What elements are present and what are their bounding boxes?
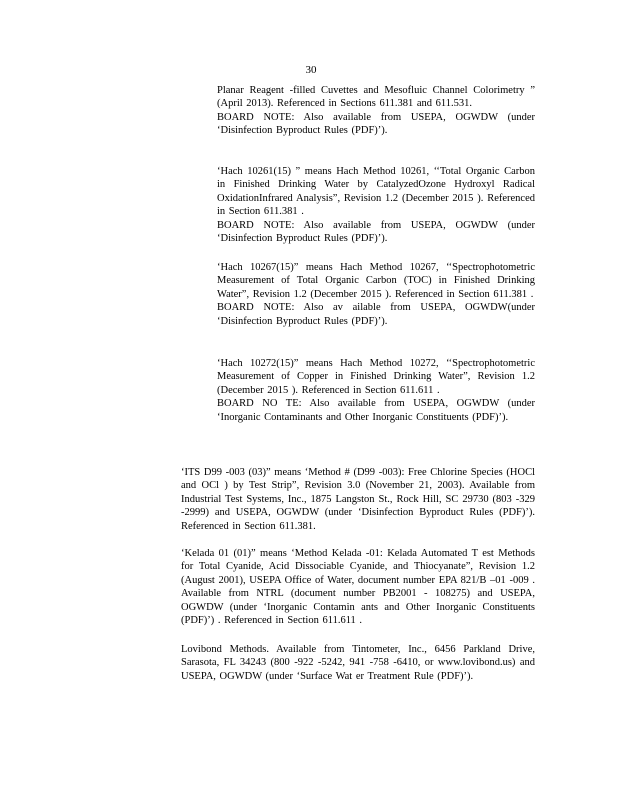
entry-text: ‘ITS D99 -003 (03)” means ‘Method # (D99 -003): Free Chlorine Species (HOCl and OCl ) by Test Strip”, Revision 3.0 (November 21, 2003). Available from Industrial Test Systems, Inc., 1875 Langston St., Rock Hill, SC 29730 (803 -329 -2999) and USEPA, OGWDW (under ‘Disinfection Byproduct Rules (PDF)’). Referenced in Section 611.381. [181, 467, 535, 532]
entry-its-d99-003 [181, 466, 535, 533]
entry-text: ‘Hach 10267(15)” means Hach Method 10267, ‘‘Spectrophotometric Measurement of Total Organic Carbon (TOC) in Finished Drinking Water”, Revision 1.2 (December 2015 ). Referenced in Section 611.381 . [217, 262, 535, 300]
board-note: BOARD NOTE: Also av ailable from USEPA, OGWDW(under ‘Disinfection Byproduct Rules (PDF)’). [217, 302, 535, 327]
entry-lovibond-methods [181, 643, 535, 683]
board-note: BOARD NO TE: Also available from USEPA, OGWDW (under ‘Inorganic Contaminants and Other Inorganic Constituents (PDF)’). [217, 398, 535, 423]
page-number: 30 [305, 64, 317, 76]
entry-hach-10267 [217, 261, 535, 328]
board-note: BOARD NOTE: Also available from USEPA, OGWDW (under ‘Disinfection Byproduct Rules (PDF)’). [217, 219, 535, 245]
entry-hach-10261 [217, 165, 535, 245]
board-note: BOARD NOTE: Also available from USEPA, OGWDW (under ‘Disinfection Byproduct Rules (PDF)’). [217, 111, 535, 137]
entry-text: Planar Reagent -filled Cuvettes and Mesofluic Channel Colorimetry ” (April 2013). Referenced in Sections 611.381 and 611.531. [217, 85, 535, 110]
entry-kelada-01 [181, 547, 535, 627]
entry-hach-10272 [217, 357, 535, 424]
entry-planar-reagent [217, 84, 535, 138]
entry-text: Lovibond Methods. Available from Tintometer, Inc., 6456 Parkland Drive, Sarasota, FL 34243 (800 -922 -5242, 941 -758 -6410, or www.lovibond.us) and USEPA, OGWDW (under ‘Surface Wat er Treatment Rule (PDF)’). [181, 644, 535, 682]
entry-text: ‘Hach 10261(15) ” means Hach Method 10261, ‘‘Total Organic Carbon in Finished Drinking Water by CatalyzedOzone Hydroxyl Radical OxidationInfrared Analysis”, Revision 1.2 (December 2015 ). Referenced in Section 611.381 . [217, 166, 535, 218]
entry-text: ‘Hach 10272(15)” means Hach Method 10272, ‘‘Spectrophotometric Measurement of Copper in Finished Drinking Water”, Revision 1.2 (December 2015 ). Referenced in Section 611.611 . [217, 358, 535, 396]
entry-text: ‘Kelada 01 (01)” means ‘Method Kelada -01: Kelada Automated T est Methods for Total Cyanide, Acid Dissociable Cyanide, and Thiocyanate”, Revision 1.2 (August 2001), USEPA Office of Water, document number EPA 821/B –01 -009 . Available from NTRL (document number PB2001 - 108275) and USEPA, OGWDW (under ‘Inorganic Contamin ants and Other Inorganic Constituents (PDF)’) . Referenced in Section 611.611 . [181, 548, 535, 627]
